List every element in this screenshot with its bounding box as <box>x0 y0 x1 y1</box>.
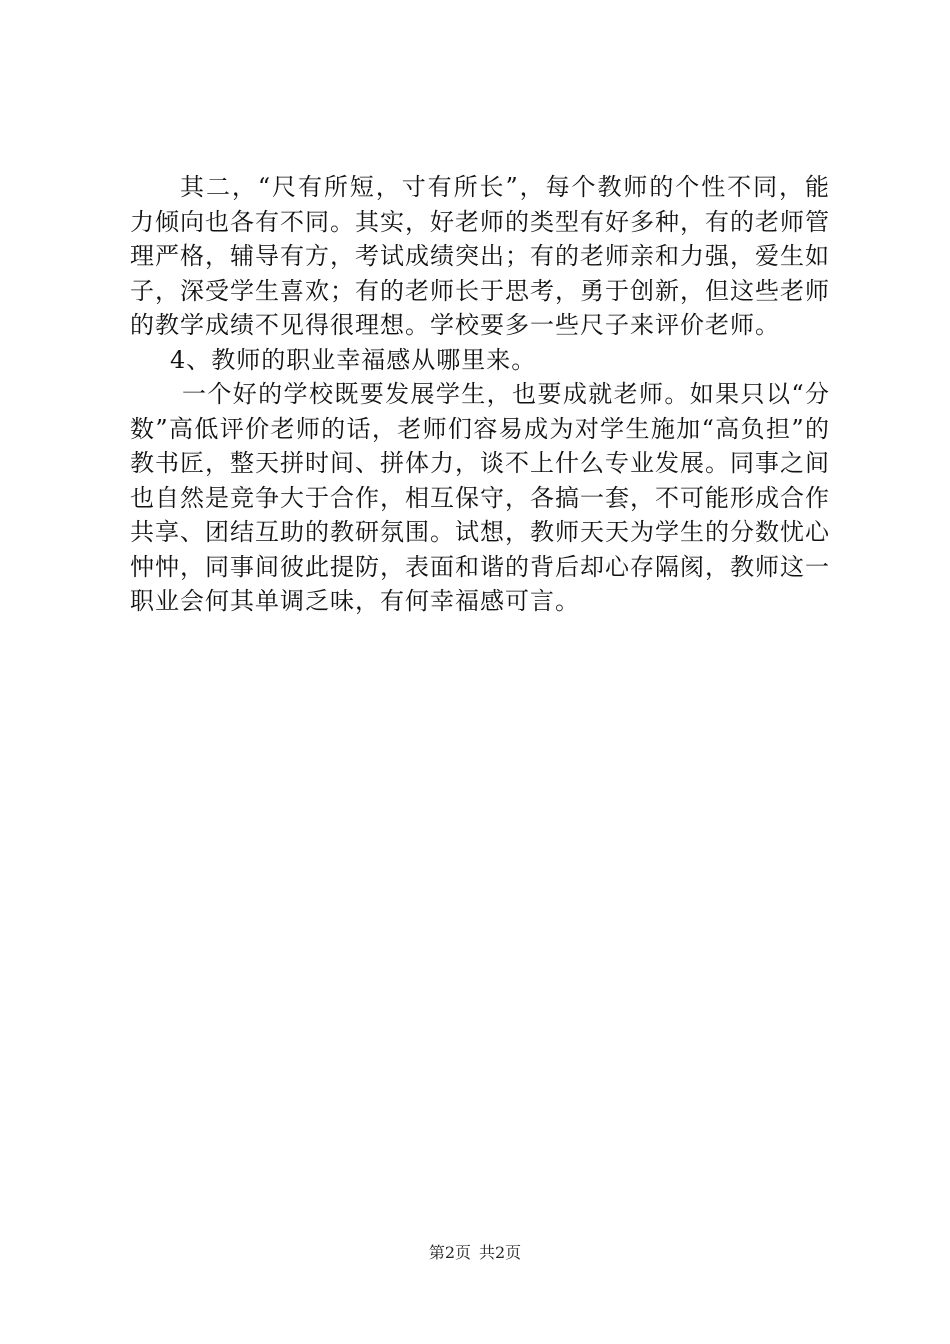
page-footer <box>0 1243 950 1263</box>
section-heading-happiness: 4、教师的职业幸福感从哪里来。 <box>170 345 537 374</box>
document-body <box>130 170 830 619</box>
page-total: 共2页 <box>479 1243 522 1262</box>
paragraph-teacher-types: 其二，“尺有所短，寸有所长”，每个教师的个性不同，能力倾向也各有不同。其实，好老师的类型有好多种，有的老师管理严格，辅导有方，考试成绩突出；有的老师亲和力强，爱生如子，深受学生喜欢；有的老师长于思考，勇于创新，但这些老师的教学成绩不见得很理想。学校要多一些尺子来评价老师。 <box>130 173 830 339</box>
page-number: 第2页 <box>428 1243 471 1262</box>
paragraph-school-development: 一个好的学校既要发展学生，也要成就老师。如果只以“分数”高低评价老师的话，老师们容易成为对学生施加“高负担”的教书匠，整天拼时间、拼体力，谈不上什么专业发展。同事之间也自然是竞争大于合作，相互保守，各搞一套，不可能形成合作共享、团结互助的教研氛围。试想，教师天天为学生的分数忧心忡忡，同事间彼此提防，表面和谐的背后却心存隔阂，教师这一职业会何其单调乏味，有何幸福感可言。 <box>130 380 830 615</box>
